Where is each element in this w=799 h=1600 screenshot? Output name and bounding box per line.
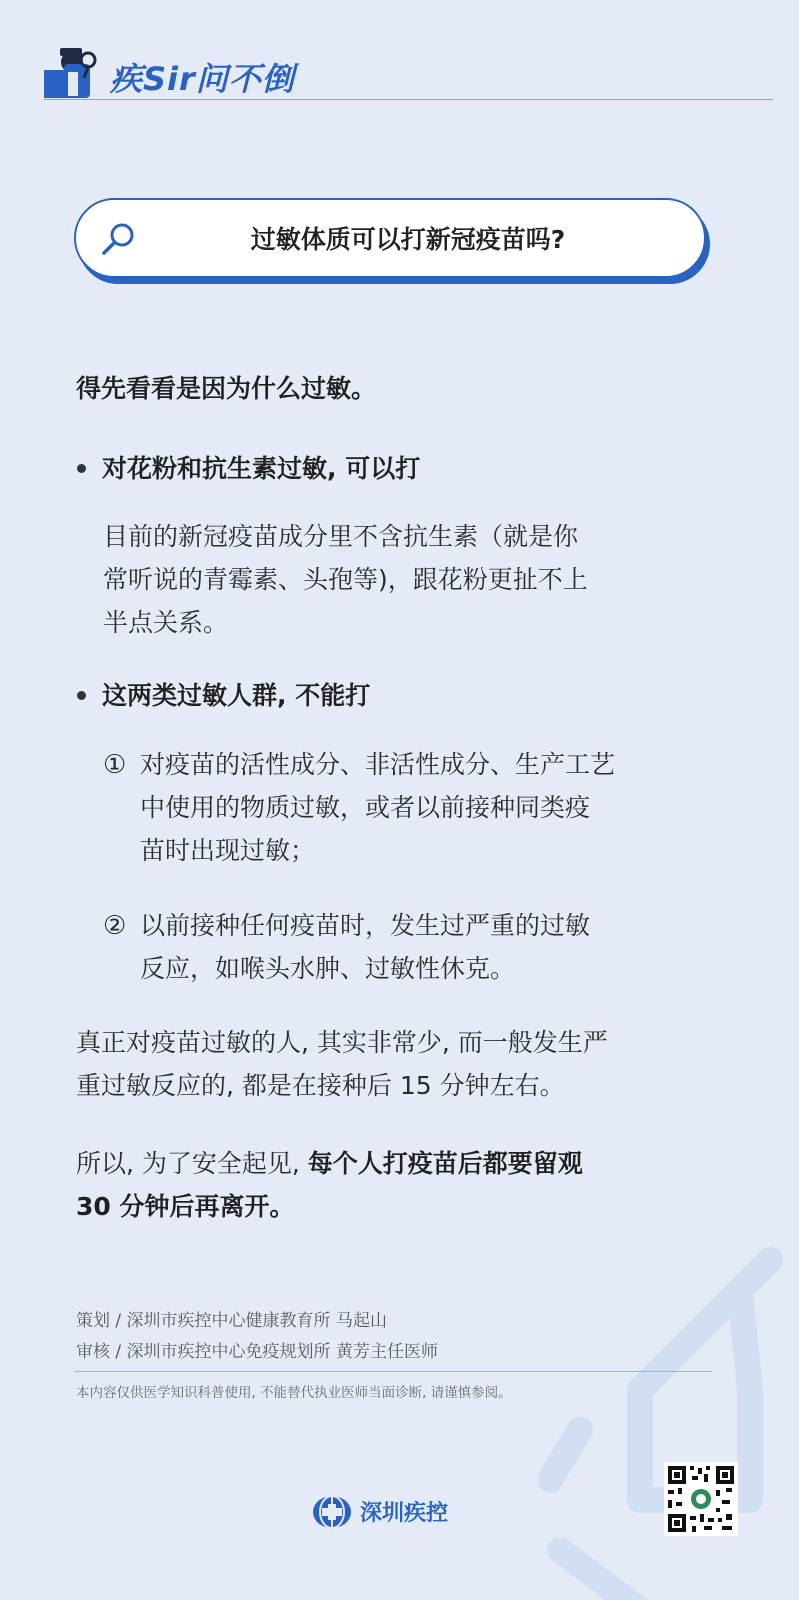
para2-line [76,1145,583,1183]
para2-plain: 所以, 为了安全起见, [76,1149,308,1178]
bullet-dot [77,691,86,700]
item-line: 反应，如喉头水肿、过敏性休克。 [140,954,516,983]
item-marker: ① [103,750,127,780]
credits-divider [74,1371,712,1372]
detective-magnifier-icon [44,44,98,100]
header-title: 疾Sir问不倒 [110,60,295,98]
disclaimer-text: 本内容仅供医学知识科普使用, 不能替代执业医师当面诊断, 请谨慎参阅。 [76,1385,512,1401]
section1-line: 目前的新冠疫苗成分里不含抗生素（就是你 [103,522,579,551]
org-name: 深圳疾控 [360,1501,449,1526]
credit-reviewer: 审核 / 深圳市疾控中心免疫规划所 黄芳主任医师 [76,1342,438,1362]
syringe-decoration-icon [520,1230,799,1600]
section2-heading: 这两类过敏人群, 不能打 [102,681,371,710]
section1-line: 半点关系。 [103,608,229,637]
question-search-box [74,198,706,278]
credit-planner: 策划 / 深圳市疾控中心健康教育所 马起山 [76,1311,387,1331]
bullet-dot [77,464,86,473]
para2-emphasis-line: 30 分钟后再离开。 [76,1192,295,1221]
item-line: 苗时出现过敏； [140,836,316,865]
item-marker: ② [103,911,127,941]
item-line: 中使用的物质过敏，或者以前接种同类疫 [140,793,591,822]
section1-heading: 对花粉和抗生素过敏, 可以打 [102,454,421,483]
item-line: 以前接种任何疫苗时，发生过严重的过敏 [140,911,591,940]
para1-line: 重过敏反应的, 都是在接种后 15 分钟左右。 [76,1071,565,1100]
intro-text: 得先看看是因为什么过敏。 [76,374,377,403]
question-text: 过敏体质可以打新冠疫苗吗? [250,225,566,254]
para1-line: 真正对疫苗过敏的人, 其实非常少, 而一般发生严 [76,1028,608,1057]
header-divider [44,99,773,100]
section1-line: 常听说的青霉素、头孢等)，跟花粉更扯不上 [103,565,588,594]
para2-emphasis: 每个人打疫苗后都要留观 [307,1149,583,1178]
shenzhen-cdc-logo-icon [312,1494,352,1530]
item-line: 对疫苗的活性成分、非活性成分、生产工艺 [140,750,616,779]
qr-code-icon[interactable] [664,1462,738,1536]
